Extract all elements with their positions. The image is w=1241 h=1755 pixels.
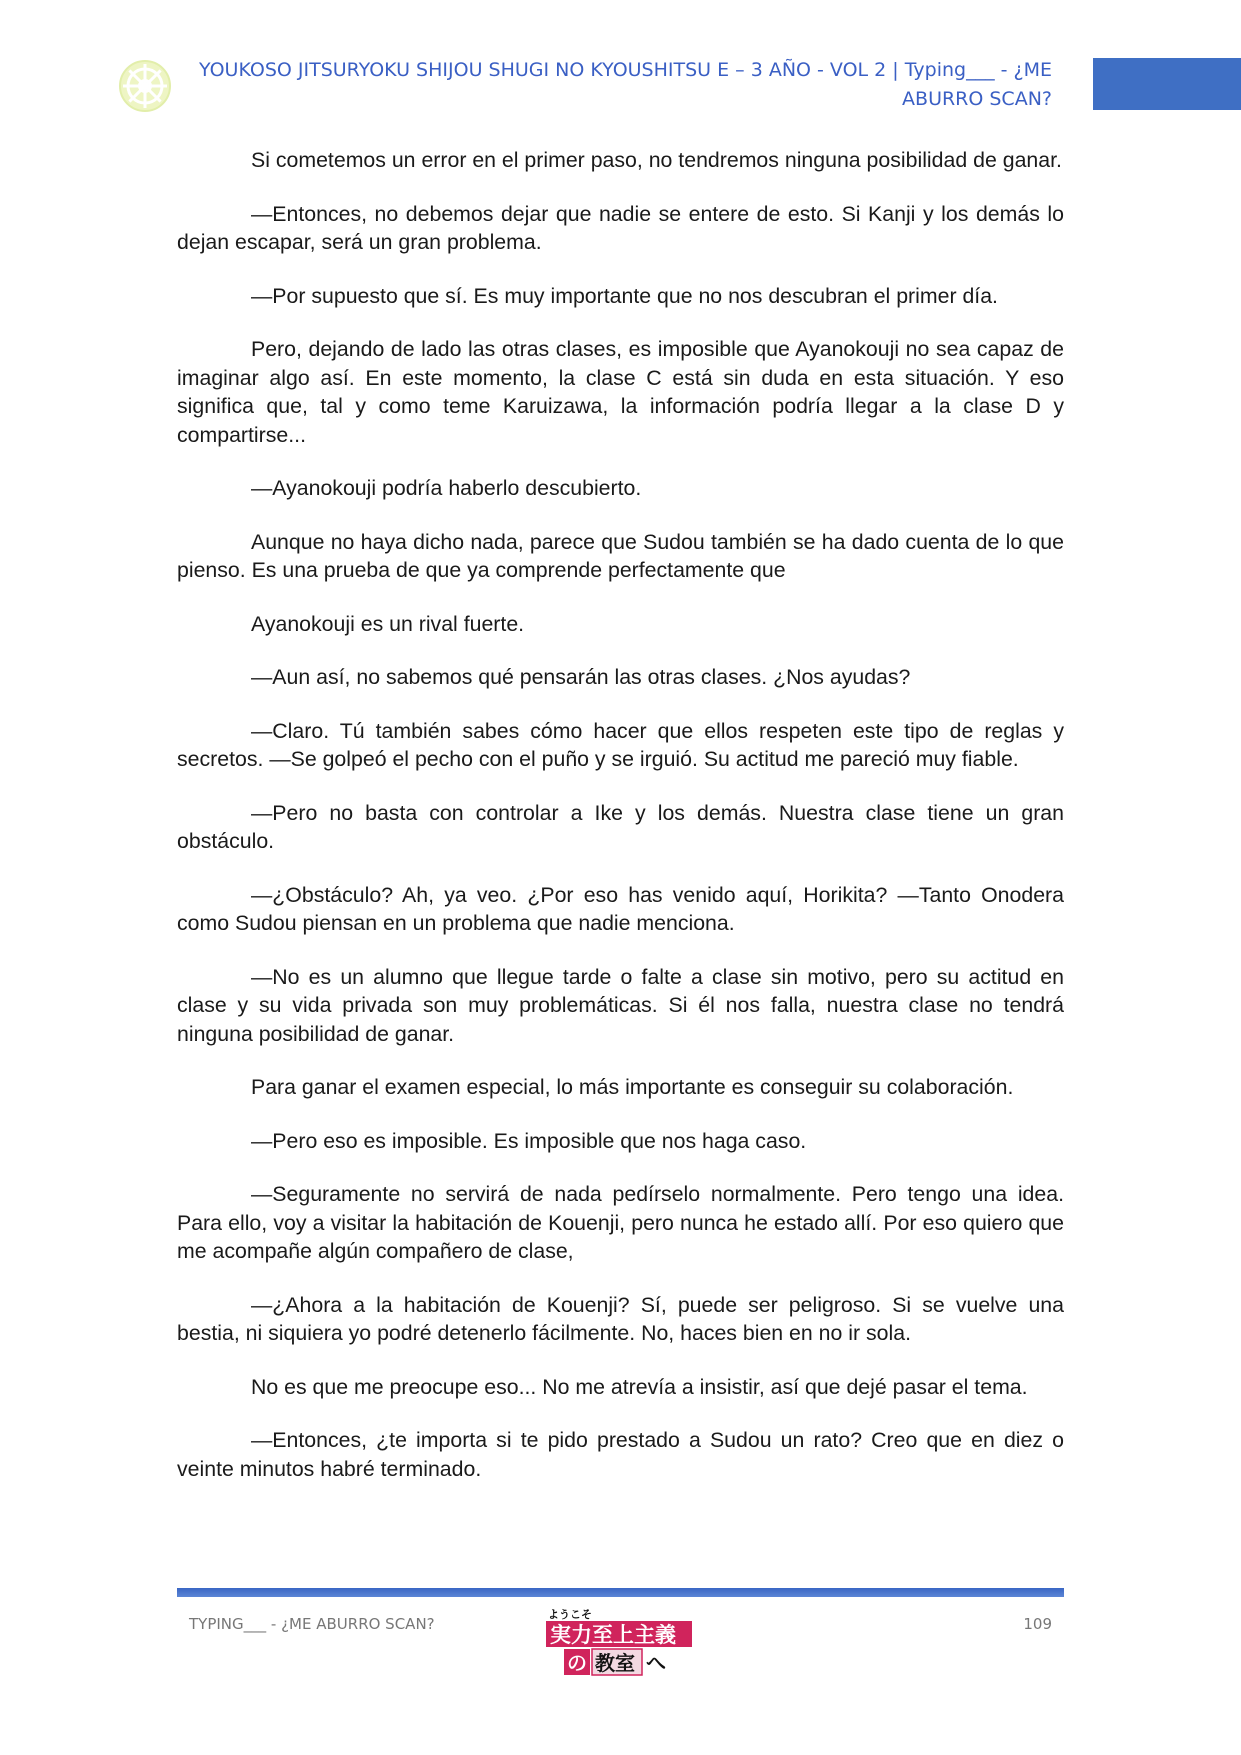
paragraph: Aunque no haya dicho nada, parece que Sudou también se ha dado cuenta de lo que pienso. Es una prueba de que ya comprende perfectamente que [177, 529, 1064, 582]
paragraph: —Pero eso es imposible. Es imposible que nos haga caso. [251, 1128, 807, 1153]
paragraph: —Entonces, no debemos dejar que nadie se entere de esto. Si Kanji y los demás lo dejan escapar, será un gran problema. [177, 201, 1064, 254]
paragraph: —Seguramente no servirá de nada pedírselo normalmente. Pero tengo una idea. Para ello, voy a visitar la habitación de Kouenji, pero nunca he estado allí. Por eso quiero que me acompañe algún compañero de clase, [177, 1182, 1064, 1263]
footer-rule [177, 1588, 1064, 1597]
logo-small-text: ようこそ [548, 1608, 592, 1621]
logo-main-line: 実力至上主義 [550, 1623, 676, 1647]
paragraph: —Ayanokouji podría haberlo descubierto. [251, 476, 642, 500]
paragraph: —¿Ahora a la habitación de Kouenji? Sí, puede ser peligroso. Si se vuelve una bestia, ni siquiera yo podré detenerlo fácilmente. No, haces bien en no ir sola. [177, 1292, 1064, 1345]
header-title-line-1: YOUKOSO JITSURYOKU SHIJOU SHUGI NO KYOUSHITSU E – 3 AÑO - VOL 2 | Typing___ - ¿ME [199, 59, 1052, 81]
paragraph: Para ganar el examen especial, lo más importante es conseguir su colaboración. [251, 1075, 1014, 1099]
paragraph: —¿Obstáculo? Ah, ya veo. ¿Por eso has venido aquí, Horikita? —Tanto Onodera como Sudou piensan en un problema que nadie menciona. [177, 882, 1064, 935]
logo-particle: の [567, 1651, 587, 1675]
compass-emblem-icon [118, 59, 172, 113]
running-header [190, 56, 1052, 114]
page-body [177, 146, 1064, 1508]
paragraph: No es que me preocupe eso... No me atrevía a insistir, así que dejé pasar el tema. [251, 1374, 1028, 1399]
page-number: 109 [1023, 1615, 1052, 1633]
paragraph: Si cometemos un error en el primer paso, no tendremos ninguna posibilidad de ganar. [251, 148, 1062, 172]
paragraph: —No es un alumno que llegue tarde o falte a clase sin motivo, pero su actitud en clase y su vida privada son muy problemáticas. Si él nos falla, nuestra clase no tendrá ninguna posibilidad de ganar. [177, 964, 1064, 1046]
header-title-line-2: ABURRO SCAN? [902, 88, 1052, 110]
logo-classroom: 教室 [595, 1651, 635, 1675]
paragraph: —Claro. Tú también sabes cómo hacer que ellos respeten este tipo de reglas y secretos. —Se golpeó el pecho con el puño y se irguió. Su actitud me pareció muy fiable. [177, 718, 1064, 771]
paragraph: Pero, dejando de lado las otras clases, es imposible que Ayanokouji no sea capaz de imaginar algo así. En este momento, la clase C está sin duda en esta situación. Y eso significa que, tal y como teme Karuizawa, la información podría llegar a la clase D y compartirse... [177, 337, 1064, 447]
footer-credit: TYPING___ - ¿ME ABURRO SCAN? [189, 1615, 435, 1633]
paragraph: —Por supuesto que sí. Es muy importante que no nos descubran el primer día. [251, 283, 998, 308]
series-logo [544, 1605, 694, 1677]
logo-he: へ [646, 1651, 666, 1675]
header-accent-bar [1093, 58, 1241, 110]
paragraph: Ayanokouji es un rival fuerte. [251, 611, 525, 636]
paragraph: —Pero no basta con controlar a Ike y los demás. Nuestra clase tiene un gran obstáculo. [177, 800, 1064, 853]
paragraph: —Aun así, no sabemos qué pensarán las otras clases. ¿Nos ayudas? [251, 665, 911, 689]
paragraph: —Entonces, ¿te importa si te pido prestado a Sudou un rato? Creo que en diez o veinte minutos habré terminado. [177, 1428, 1064, 1481]
